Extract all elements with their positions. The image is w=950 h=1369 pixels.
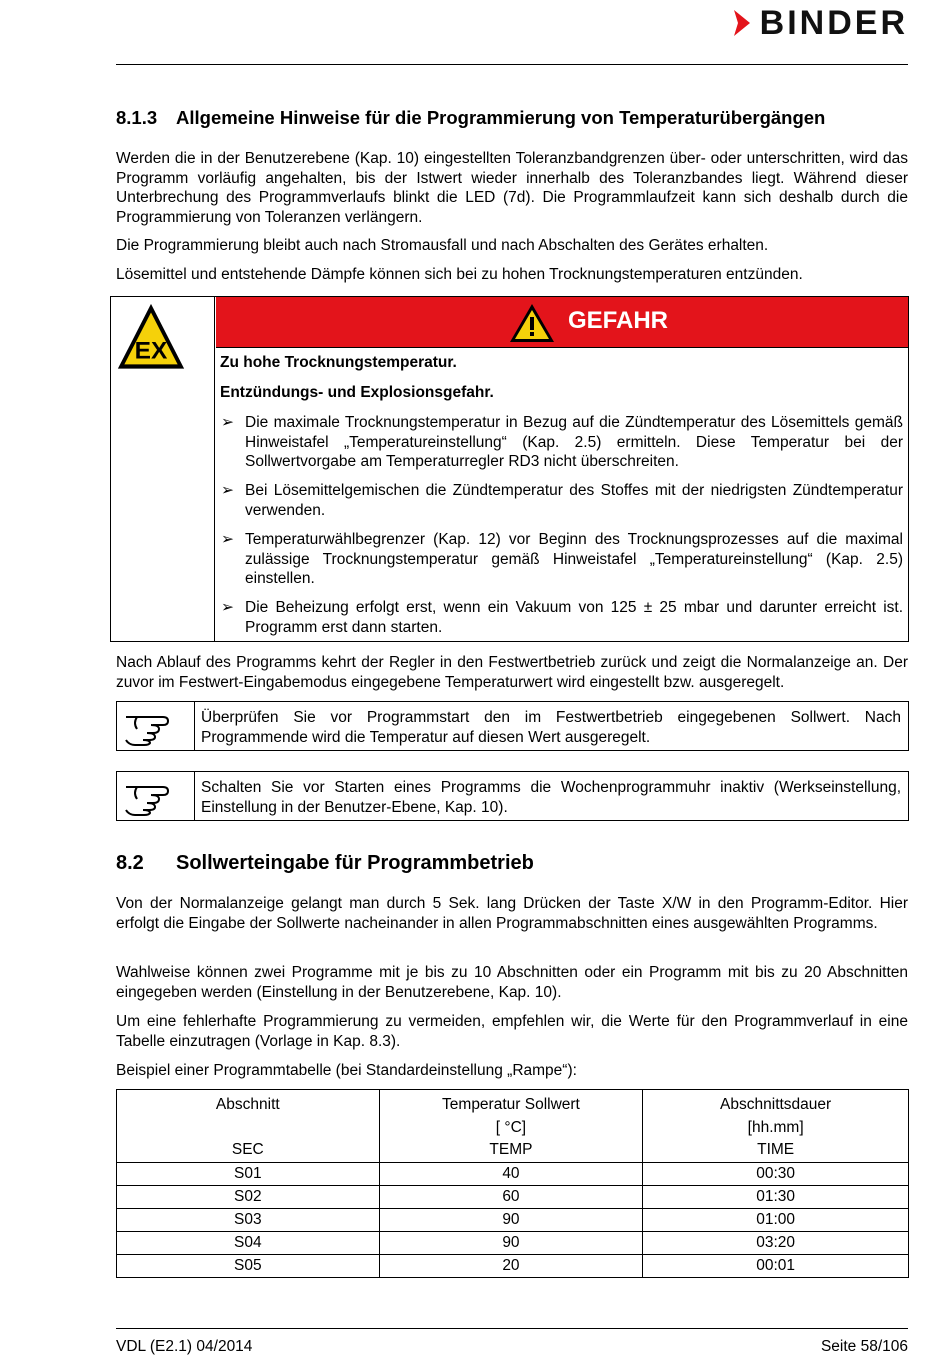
table-row <box>117 1254 909 1277</box>
paragraph: Die Programmierung bleibt auch nach Stromausfall und nach Abschalten des Gerätes erhalten. <box>116 237 769 254</box>
header-line: Abschnittsdauer <box>720 1096 832 1113</box>
brand-name: BINDER <box>759 4 908 42</box>
column-header-section <box>117 1090 380 1163</box>
danger-heading: Entzündungs- und Explosionsgefahr. <box>220 384 494 401</box>
section-number: 8.2 <box>116 852 144 874</box>
danger-bullet <box>221 413 903 472</box>
danger-banner <box>216 297 908 348</box>
danger-label: GEFAHR <box>568 307 669 334</box>
paragraph: Beispiel einer Programmtabelle (bei Standardeinstellung „Rampe“): <box>116 1062 577 1079</box>
table-cell: S03 <box>117 1208 380 1231</box>
arrow-bullet-icon: ➢ <box>221 414 234 431</box>
table-header-row <box>117 1090 909 1163</box>
program-table <box>116 1089 909 1278</box>
footer-document-id: VDL (E2.1) 04/2014 <box>116 1338 253 1355</box>
header-line: TIME <box>757 1141 795 1158</box>
header-line: SEC <box>231 1141 264 1158</box>
column-header-temperature <box>379 1090 643 1163</box>
header-line: TEMP <box>489 1141 533 1158</box>
paragraph: Wahlweise können zwei Programme mit je bis zu 10 Abschnitten oder ein Programm mit bis zu 20 Abschnitten eingegeben werden (Einstellung in der Benutzerebene, Kap. 10). <box>116 964 908 1001</box>
bullet-text: Temperaturwählbegrenzer (Kap. 12) vor Beginn des Trocknungsprozesses auf die maximal zulässige Trocknungstemperatur gemäß Hinweistafel „Temperatureinstellung“ (Kap. 2.5) einstellen. <box>245 531 903 587</box>
bullet-text: Bei Lösemittelgemischen die Zündtemperatur des Stoffes mit der niedrigsten Zündtemperatur verwenden. <box>245 482 903 519</box>
explosion-hazard-icon <box>115 301 187 373</box>
table-cell: 00:01 <box>643 1254 909 1277</box>
table-cell: 01:00 <box>643 1208 909 1231</box>
brand-logo <box>732 6 908 40</box>
danger-icon-cell <box>111 297 215 641</box>
table-cell: S05 <box>117 1254 380 1277</box>
danger-bullet <box>221 481 903 520</box>
binder-logo-icon <box>732 8 752 38</box>
ex-label: EX <box>134 337 168 365</box>
table-cell: 90 <box>379 1208 643 1231</box>
info-note <box>116 771 909 821</box>
section-heading-8-2 <box>116 852 534 875</box>
note-icon-cell <box>117 702 195 750</box>
warning-triangle-icon <box>508 302 556 344</box>
table-row <box>117 1185 909 1208</box>
pointing-hand-icon <box>123 707 187 747</box>
table-cell: S02 <box>117 1185 380 1208</box>
table-row <box>117 1162 909 1185</box>
note-icon-cell <box>117 772 195 820</box>
table-row <box>117 1208 909 1231</box>
paragraph: Um eine fehlerhafte Programmierung zu vermeiden, empfehlen wir, die Werte für den Programmverlauf in eine Tabelle einzutragen (Vorlage in Kap. 8.3). <box>116 1013 908 1050</box>
arrow-bullet-icon: ➢ <box>221 482 234 499</box>
footer-rule <box>116 1328 908 1329</box>
header-line: [hh.mm] <box>747 1118 804 1136</box>
paragraph: Werden die in der Benutzerebene (Kap. 10) eingestellten Toleranzbandgrenzen über- oder unterschritten, wird das Programm vorläufig angehalten, bis der Istwert wieder innerhalb des Toleranzbandes liegt. Während dieser Unterbrechung des Programmverlaufs blinkt die LED (7d). Die Programmlaufzeit kann sich deshalb durch die Programmierung von Toleranzen verlängern. <box>116 150 908 226</box>
note-text: Überprüfen Sie vor Programmstart den im Festwertbetrieb eingegebenen Sollwert. Nach Programmende wird die Temperatur auf diesen Wert ausgeregelt. <box>201 709 901 746</box>
section-heading-8-1-3 <box>116 107 825 129</box>
header-line <box>117 1117 379 1140</box>
column-header-duration <box>643 1090 909 1163</box>
table-cell: 03:20 <box>643 1231 909 1254</box>
table-cell: 20 <box>379 1254 643 1277</box>
info-note <box>116 701 909 751</box>
section-title: Allgemeine Hinweise für die Programmierung von Temperaturübergängen <box>176 107 826 128</box>
paragraph: Lösemittel und entstehende Dämpfe können sich bei zu hohen Trocknungstemperaturen entzünden. <box>116 266 803 283</box>
bullet-text: Die maximale Trocknungstemperatur in Bezug auf die Zündtemperatur des Lösemittels gemäß Hinweistafel „Temperatureinstellung“ (Kap. 2.5) ermitteln. Diese Temperatur bei der Sollwertvorgabe am Temperaturregler RD3 nicht überschreiten. <box>245 414 903 470</box>
arrow-bullet-icon: ➢ <box>221 531 234 548</box>
footer-page-number: Seite 58/106 <box>820 1338 908 1355</box>
paragraph: Nach Ablauf des Programms kehrt der Regler in den Festwertbetrieb zurück und zeigt die Normalanzeige an. Der zuvor im Festwert-Eingabemodus eingegebene Temperaturwert wird eingestellt bzw. ausgeregelt. <box>116 654 908 691</box>
table-cell: 01:30 <box>643 1185 909 1208</box>
section-title: Sollwerteingabe für Programmbetrieb <box>176 852 534 874</box>
table-cell: 40 <box>379 1162 643 1185</box>
paragraph: Von der Normalanzeige gelangt man durch 5 Sek. lang Drücken der Taste X/W in den Programm-Editor. Hier erfolgt die Eingabe der Sollwerte nacheinander in allen Programmabschnitten eines ausgewählten Programms. <box>116 895 908 932</box>
danger-heading: Zu hohe Trocknungstemperatur. <box>220 354 457 371</box>
table-cell: 60 <box>379 1185 643 1208</box>
arrow-bullet-icon: ➢ <box>221 599 234 616</box>
table-cell: S04 <box>117 1231 380 1254</box>
header-line: [ °C] <box>495 1118 527 1136</box>
table-cell: 00:30 <box>643 1162 909 1185</box>
danger-bullet <box>221 598 903 637</box>
table-row <box>117 1231 909 1254</box>
table-cell: S01 <box>117 1162 380 1185</box>
table-cell: 90 <box>379 1231 643 1254</box>
danger-bullet <box>221 530 903 589</box>
note-text: Schalten Sie vor Starten eines Programms die Wochenprogrammuhr inaktiv (Werkseinstellung, Einstellung in der Benutzer-Ebene, Kap. 10). <box>201 779 901 816</box>
header-rule <box>116 64 908 65</box>
bullet-text: Die Beheizung erfolgt erst, wenn ein Vakuum von 125 ± 25 mbar und darunter erreicht ist. Programm erst dann starten. <box>245 599 903 636</box>
header-line: Abschnitt <box>215 1096 280 1113</box>
header-line: Temperatur Sollwert <box>442 1096 580 1113</box>
pointing-hand-icon <box>123 777 187 817</box>
section-number: 8.1.3 <box>116 107 158 128</box>
